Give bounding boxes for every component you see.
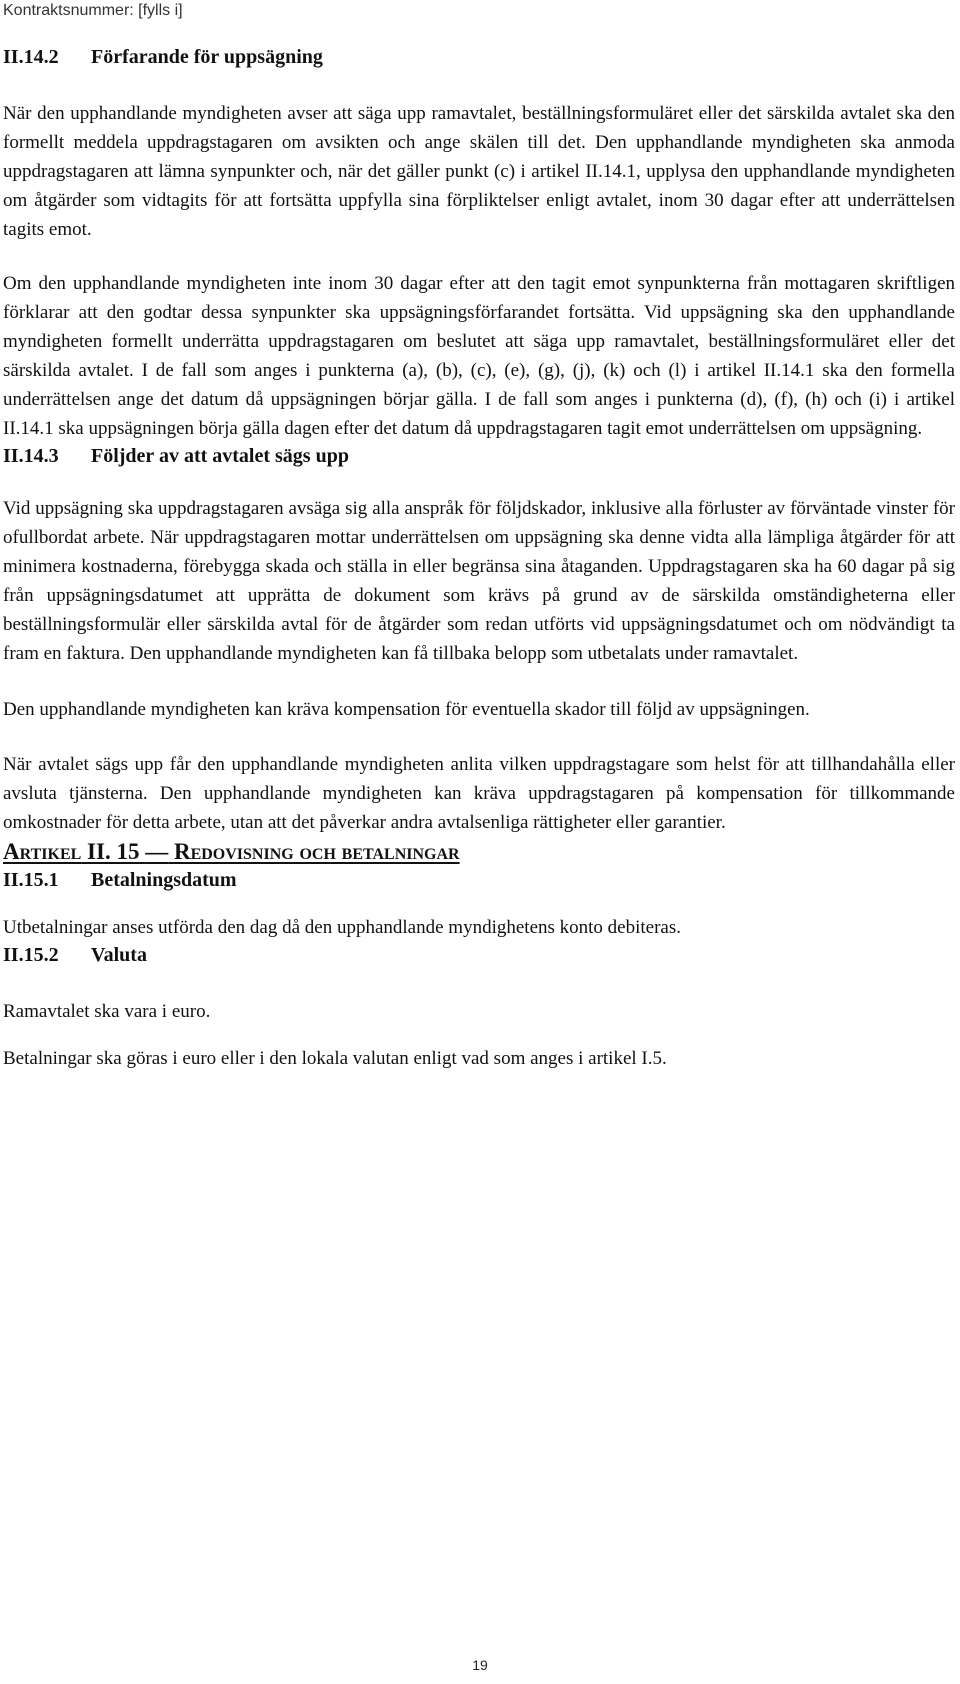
paragraph: Vid uppsägning ska uppdragstagaren avsäga sig alla anspråk för följdskador, inklusive alla förluster av förväntade vinster för ofullbordat arbete. När uppdragstagaren mottar underrättelsen om uppsägning ska denne vidta alla lämpliga åtgärder för att minimera kostnaderna, förebygga skada och ställa in eller begränsa sina åtaganden. Uppdragstagaren ska ha 60 dagar på sig från uppsägningsdatumet att upprätta de dokument som krävs på grund av de särskilda omständigheterna eller beställningsformulär eller särskilda avtal för de åtgärder som redan utförts vid uppsägningsdatumet och om nödvändigt ta fram en faktura. Den upphandlande myndigheten kan få tillbaka belopp som utbetalats under ramavtalet. [3, 498, 955, 664]
section-number: II.14.3 [3, 445, 59, 467]
section-title: Följder av att avtalet sägs upp [91, 445, 349, 467]
section-heading-15-2 [3, 942, 955, 968]
contract-number-header: Kontraktsnummer: [fylls i] [3, 2, 183, 19]
document-body [3, 44, 955, 1073]
paragraph: Betalningar ska göras i euro eller i den lokala valutan enligt vad som anges i artikel I.5. [3, 1048, 667, 1069]
page-number: 19 [472, 1657, 488, 1673]
section-number: II.15.2 [3, 944, 59, 966]
section-title: Valuta [91, 944, 147, 966]
paragraph: Utbetalningar anses utförda den dag då den upphandlande myndighetens konto debiteras. [3, 917, 681, 938]
article-dash: — [145, 839, 169, 864]
paragraph: När avtalet sägs upp får den upphandlande myndigheten anlita vilken uppdragstagare som helst för att tillhandahålla eller avsluta tjänsterna. Den upphandlande myndigheten kan kräva uppdragstagaren på kompensation för tillkommande omkostnader för detta arbete, utan att det påverkar andra avtalsenliga rättigheter eller garantier. [3, 754, 955, 833]
section-title: Förfarande för uppsägning [91, 46, 323, 68]
section-title: Betalningsdatum [91, 869, 237, 891]
section-heading-15-1 [3, 867, 955, 893]
article-number: II. 15 [87, 839, 140, 864]
section-number: II.14.2 [3, 46, 59, 68]
paragraph: Ramavtalet ska vara i euro. [3, 1001, 211, 1022]
article-word: Artikel [3, 839, 82, 864]
article-title: Redovisning och betalningar [173, 839, 460, 864]
article-heading-15 [3, 837, 955, 867]
section-heading-14-3 [3, 443, 955, 469]
section-heading-14-2 [3, 44, 955, 70]
paragraph: Den upphandlande myndigheten kan kräva kompensation för eventuella skador till följd av uppsägningen. [3, 699, 810, 720]
paragraph: Om den upphandlande myndigheten inte inom 30 dagar efter att den tagit emot synpunkterna från mottagaren skriftligen förklarar att den godtar dessa synpunkter ska uppsägningsförfarandet fortsätta. Vid uppsägning ska den upphandlande myndigheten formellt underrätta uppdragstagaren om beslutet att säga upp ramavtalet, beställningsformuläret eller det särskilda avtalet. I de fall som anges i punkterna (a), (b), (c), (e), (g), (j), (k) och (l) i artikel II.14.1 ska den formella underrättelsen ange det datum då uppsägningen börjar gälla. I de fall som anges i punkterna (d), (f), (h) och (i) i artikel II.14.1 ska uppsägningen börja gälla dagen efter det datum då uppdragstagaren tagit emot underrättelsen om uppsägning. [3, 273, 955, 439]
section-number: II.15.1 [3, 869, 59, 891]
paragraph: När den upphandlande myndigheten avser att säga upp ramavtalet, beställningsformuläret eller det särskilda avtalet ska den formellt meddela uppdragstagaren om avsikten och ange skälen till det. Den upphandlande myndigheten ska anmoda uppdragstagaren att lämna synpunkter och, när det gäller punkt (c) i artikel II.14.1, upplysa den upphandlande myndigheten om åtgärder som vidtagits för att fortsätta uppfylla sina förpliktelser enligt avtalet, inom 30 dagar efter att underrättelsen tagits emot. [3, 103, 955, 240]
